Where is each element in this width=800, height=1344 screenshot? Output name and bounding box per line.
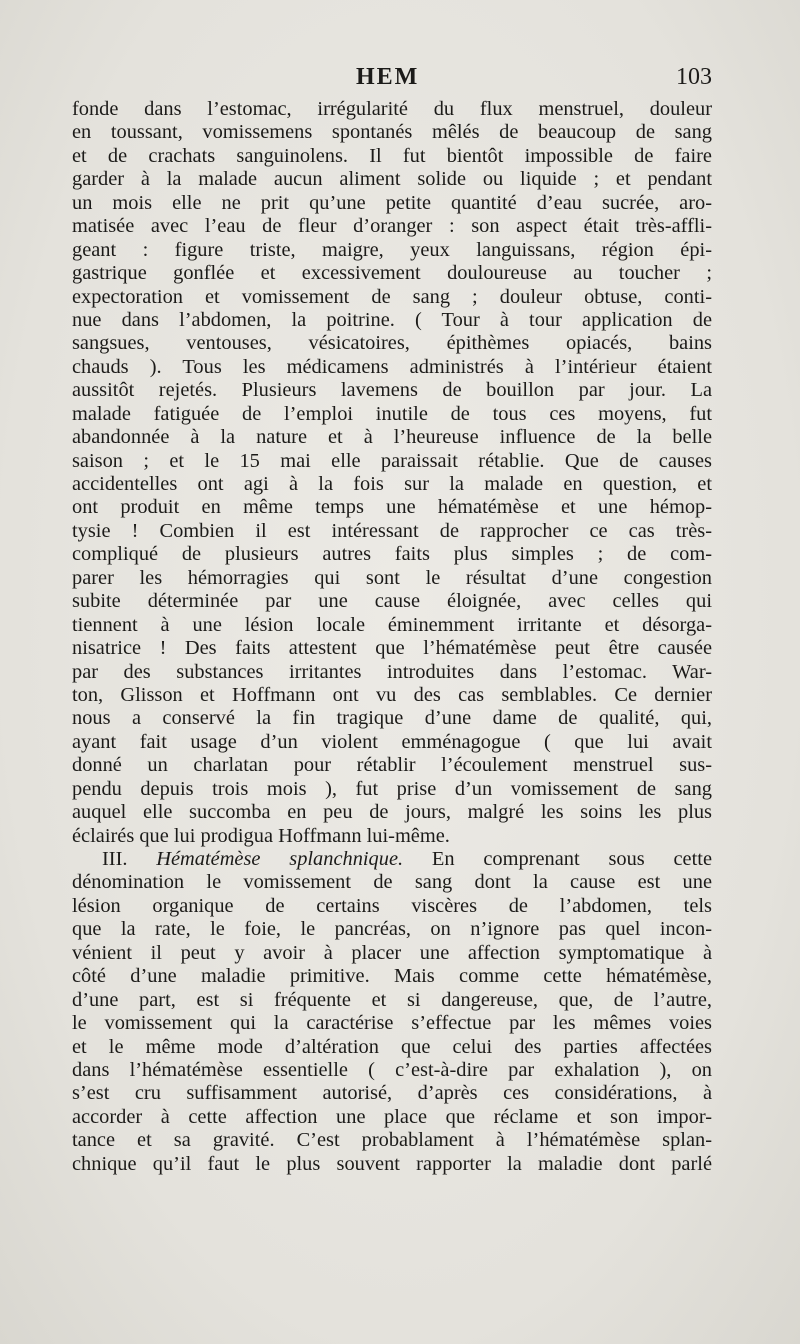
section-first-line: En comprenant sous cette	[431, 848, 712, 870]
text-line: que la rate, le foie, le pancréas, on n’ignore pas quel incon-	[72, 918, 712, 941]
text-line: sangsues, ventouses, vésicatoires, épithèmes opiacés, bains	[72, 332, 712, 355]
running-head: HEM	[356, 64, 420, 90]
section-heading-line	[72, 848, 712, 871]
section-numeral: III.	[102, 848, 128, 870]
text-line: chauds ). Tous les médicamens administrés à l’intérieur étaient	[72, 355, 712, 378]
paragraph-end-line: éclairés que lui prodigua Hoffmann lui-même.	[72, 824, 450, 847]
page-number: 103	[676, 64, 712, 90]
page-header	[72, 64, 712, 94]
section-title: Hématémèse splanchnique.	[156, 848, 404, 870]
text-line: saison ; et le 15 mai elle paraissait rétablie. Que de causes	[72, 449, 712, 472]
text-line: nue dans l’abdomen, la poitrine. ( Tour à tour application de	[72, 308, 712, 331]
text-line: tiennent à une lésion locale éminemment irritante et désorga-	[72, 613, 712, 636]
text-line: geant : figure triste, maigre, yeux languissans, région épi-	[72, 238, 712, 261]
text-line: gastrique gonflée et excessivement douloureuse au toucher ;	[72, 262, 712, 285]
text-line: le vomissement qui la caractérise s’effectue par les mêmes voies	[72, 1012, 712, 1035]
text-line: garder à la malade aucun aliment solide ou liquide ; et pendant	[72, 168, 712, 191]
text-line: nisatrice ! Des faits attestent que l’hématémèse peut être causée	[72, 637, 712, 660]
text-line: parer les hémorragies qui sont le résultat d’une congestion	[72, 566, 712, 589]
text-line: aussitôt rejetés. Plusieurs lavemens de bouillon par jour. La	[72, 379, 712, 402]
text-line: vénient il peut y avoir à placer une affection symptomatique à	[72, 941, 712, 964]
text-line: lésion organique de certains viscères de l’abdomen, tels	[72, 894, 712, 917]
text-line: compliqué de plusieurs autres faits plus simples ; de com-	[72, 543, 712, 566]
text-line: auquel elle succomba en peu de jours, malgré les soins les plus	[72, 801, 712, 824]
text-line: nous a conservé la fin tragique d’une dame de qualité, qui,	[72, 707, 712, 730]
text-line: ayant fait usage d’un violent emménagogue ( que lui avait	[72, 730, 712, 753]
text-line: subite déterminée par une cause éloignée, avec celles qui	[72, 590, 712, 613]
text-line: dans l’hématémèse essentielle ( c’est-à-dire par exhalation ), on	[72, 1058, 712, 1081]
text-line: pendu depuis trois mois ), fut prise d’un vomissement de sang	[72, 777, 712, 800]
text-line: expectoration et vomissement de sang ; douleur obtuse, conti-	[72, 285, 712, 308]
text-line: matisée avec l’eau de fleur d’oranger : son aspect était très-affli-	[72, 215, 712, 238]
text-line: malade fatiguée de l’emploi inutile de tous ces moyens, fut	[72, 402, 712, 425]
text-line: dénomination le vomissement de sang dont la cause est une	[72, 871, 712, 894]
text-line: donné un charlatan pour rétablir l’écoulement menstruel sus-	[72, 754, 712, 777]
text-line: ont produit en même temps une hématémèse et une hémop-	[72, 496, 712, 519]
text-line: côté d’une maladie primitive. Mais comme cette hématémèse,	[72, 965, 712, 988]
body-text	[72, 98, 712, 1176]
text-line: un mois elle ne prit qu’une petite quantité d’eau sucrée, aro-	[72, 191, 712, 214]
text-line: par des substances irritantes introduites dans l’estomac. War-	[72, 660, 712, 683]
text-line: chnique qu’il faut le plus souvent rapporter la maladie dont parlé	[72, 1152, 712, 1175]
text-line: accidentelles ont agi à la fois sur la malade en question, et	[72, 473, 712, 495]
text-line: en toussant, vomissemens spontanés mêlés de beaucoup de sang	[72, 121, 712, 144]
text-line: d’une part, est si fréquente et si dangereuse, que, de l’autre,	[72, 988, 712, 1011]
text-line: ton, Glisson et Hoffmann ont vu des cas semblables. Ce dernier	[72, 683, 712, 706]
text-line: s’est cru suffisamment autorisé, d’après ces considérations, à	[72, 1082, 712, 1105]
text-line: tysie ! Combien il est intéressant de rapprocher ce cas très-	[72, 519, 712, 542]
text-line: fonde dans l’estomac, irrégularité du flux menstruel, douleur	[72, 98, 712, 120]
text-line: et de crachats sanguinolens. Il fut bientôt impossible de faire	[72, 144, 712, 167]
text-line: accorder à cette affection une place que réclame et son impor-	[72, 1105, 712, 1128]
text-line: tance et sa gravité. C’est probablament à l’hématémèse splan-	[72, 1129, 712, 1152]
text-line: et le même mode d’altération que celui des parties affectées	[72, 1035, 712, 1058]
text-line: abandonnée à la nature et à l’heureuse influence de la belle	[72, 426, 712, 449]
